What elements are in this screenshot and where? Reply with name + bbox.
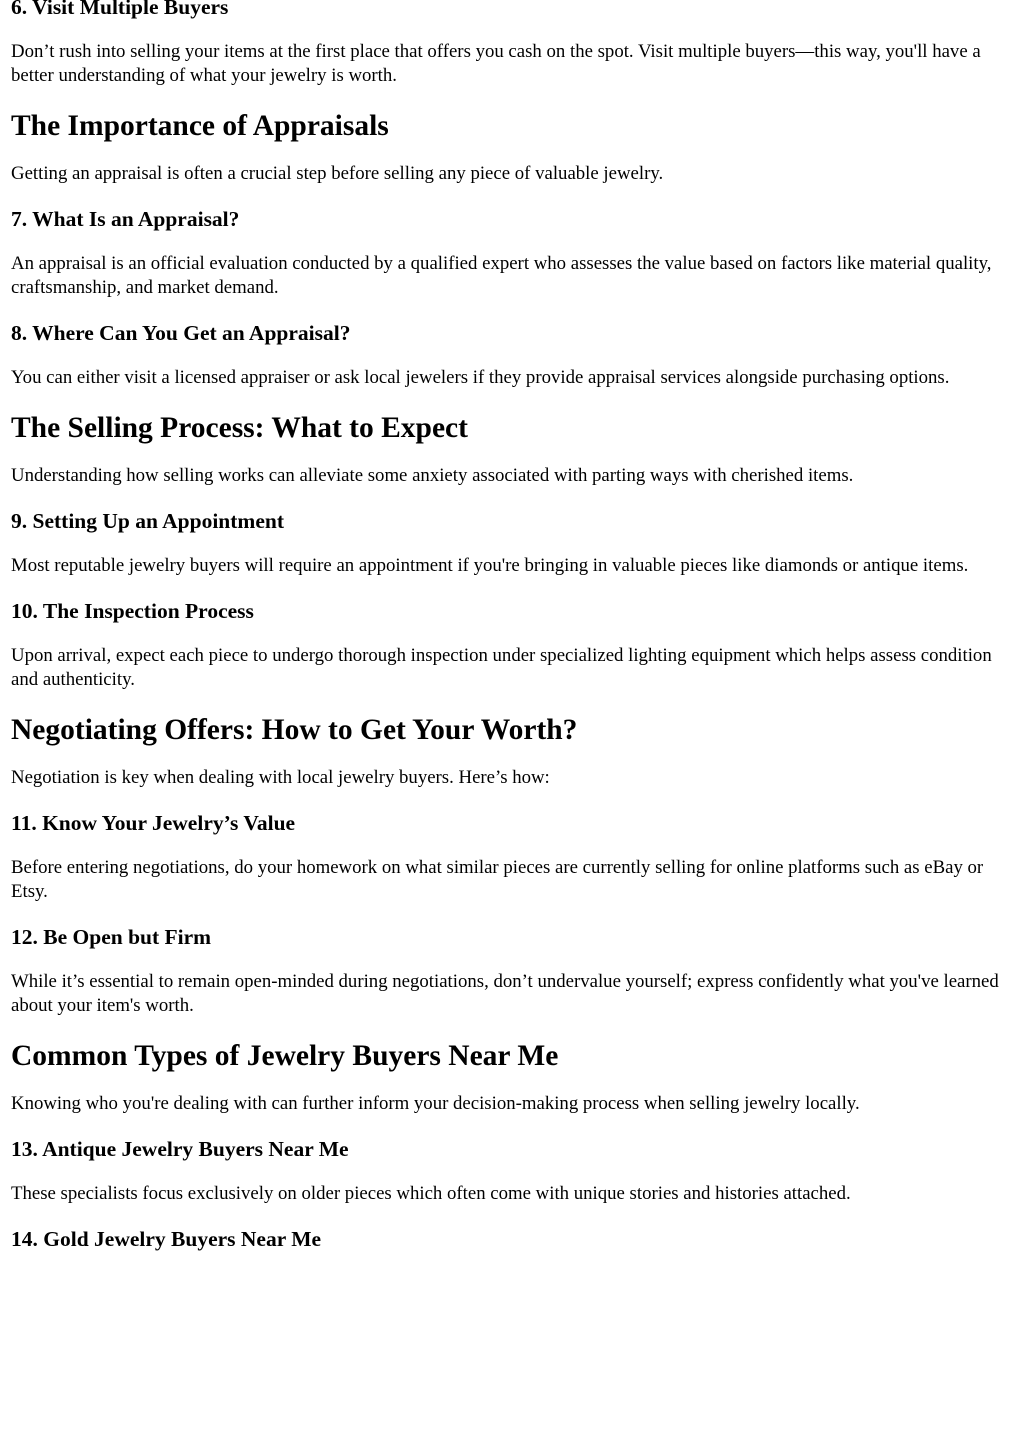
subheading-know-jewelry-value: 11. Know Your Jewelry’s Value <box>11 811 296 835</box>
paragraph-setting-up-appointment: Most reputable jewelry buyers will require an appointment if you're bringing in valuable pieces like diamonds or antique items. <box>11 555 969 576</box>
paragraph-negotiation-intro: Negotiation is key when dealing with local jewelry buyers. Here’s how: <box>11 767 550 788</box>
paragraph-where-get-appraisal: You can either visit a licensed appraiser or ask local jewelers if they provide appraisal services alongside purchasing options. <box>11 367 950 388</box>
subheading-gold-jewelry-buyers: 14. Gold Jewelry Buyers Near Me <box>11 1227 322 1251</box>
paragraph-visit-multiple-buyers: Don’t rush into selling your items at the first place that offers you cash on the spot. Visit multiple buyers—this way, you'll have a better understanding of what your jewelry is worth. <box>11 41 981 86</box>
heading-selling-process: The Selling Process: What to Expect <box>11 412 468 444</box>
paragraph-know-jewelry-value: Before entering negotiations, do your homework on what similar pieces are currently selling for online platforms such as eBay or Etsy. <box>11 857 984 902</box>
paragraph-common-types-intro: Knowing who you're dealing with can further inform your decision-making process when selling jewelry locally. <box>11 1093 860 1114</box>
subheading-where-get-appraisal: 8. Where Can You Get an Appraisal? <box>11 321 351 345</box>
heading-negotiating-offers: Negotiating Offers: How to Get Your Worth? <box>11 714 578 746</box>
paragraph-antique-jewelry-buyers: These specialists focus exclusively on older pieces which often come with unique stories and histories attached. <box>11 1183 851 1204</box>
paragraph-inspection-process: Upon arrival, expect each piece to undergo thorough inspection under specialized lighting equipment which helps assess condition and authenticity. <box>11 645 992 690</box>
subheading-open-but-firm: 12. Be Open but Firm <box>11 925 212 949</box>
paragraph-open-but-firm: While it’s essential to remain open-minded during negotiations, don’t undervalue yourself; express confidently what you've learned about your item's worth. <box>11 971 999 1016</box>
paragraph-appraisal-intro: Getting an appraisal is often a crucial step before selling any piece of valuable jewelry. <box>11 163 664 184</box>
heading-common-types-buyers: Common Types of Jewelry Buyers Near Me <box>11 1040 559 1072</box>
subheading-antique-jewelry-buyers: 13. Antique Jewelry Buyers Near Me <box>11 1137 349 1161</box>
subheading-what-is-appraisal: 7. What Is an Appraisal? <box>11 207 240 231</box>
paragraph-selling-process-intro: Understanding how selling works can alleviate some anxiety associated with parting ways with cherished items. <box>11 465 854 486</box>
heading-importance-of-appraisals: The Importance of Appraisals <box>11 110 389 142</box>
subheading-setting-up-appointment: 9. Setting Up an Appointment <box>11 509 284 533</box>
subheading-inspection-process: 10. The Inspection Process <box>11 599 254 623</box>
paragraph-what-is-appraisal: An appraisal is an official evaluation conducted by a qualified expert who assesses the value based on factors like material quality, craftsmanship, and market demand. <box>11 253 992 298</box>
subheading-visit-multiple-buyers: 6. Visit Multiple Buyers <box>11 0 229 19</box>
